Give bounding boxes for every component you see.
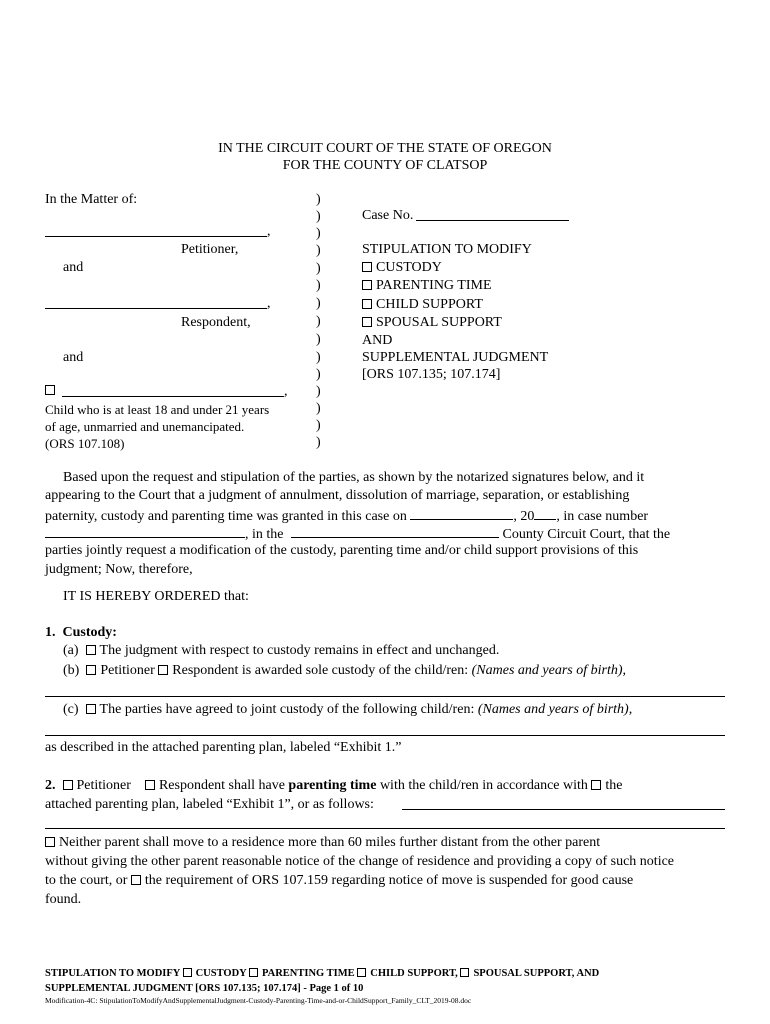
text: , in the	[245, 527, 284, 542]
paren: )	[316, 418, 321, 433]
item-text: with the child/ren in accordance with	[379, 778, 588, 793]
paren: )	[316, 332, 321, 347]
option-parenting-time[interactable]	[362, 278, 492, 294]
footer-text: CUSTODY	[195, 968, 247, 979]
paren: )	[316, 401, 321, 416]
custody-unchanged-checkbox[interactable]	[86, 645, 96, 655]
item-text: The judgment with respect to custody remains in effect and unchanged.	[99, 643, 500, 658]
joint-custody-checkbox[interactable]	[86, 704, 96, 714]
footer-text: STIPULATION TO MODIFY	[45, 968, 180, 979]
text: , 20	[513, 509, 535, 524]
petitioner-label: Petitioner,	[181, 242, 239, 257]
item-label: (a)	[63, 643, 79, 658]
section-2-line1	[45, 778, 623, 794]
text: , in case number	[556, 509, 649, 524]
move-suspended-checkbox[interactable]	[131, 875, 141, 885]
paren: )	[316, 435, 321, 450]
parenting-respondent-checkbox[interactable]	[145, 780, 155, 790]
paren: )	[316, 226, 321, 241]
footer-checkbox	[460, 968, 469, 977]
sole-custody-respondent-checkbox[interactable]	[158, 665, 168, 675]
paragraph-line: parties jointly request a modification of the custody, parenting time and/or child support provisions of this	[45, 543, 639, 558]
text: County Circuit Court, that the	[502, 527, 671, 542]
section-title: Custody:	[62, 625, 117, 640]
item-label: (b)	[63, 663, 80, 678]
footer-line2: SUPPLEMENTAL JUDGMENT [ORS 107.135; 107.174] - Page 1 of 10	[45, 983, 364, 994]
section-2-line2: attached parenting plan, labeled “Exhibit 1”, or as follows:	[45, 797, 374, 812]
item-label: (c)	[63, 702, 79, 717]
paren: )	[316, 192, 321, 207]
paren: )	[316, 243, 321, 258]
paragraph-line	[45, 507, 648, 525]
option-spousal-support[interactable]	[362, 315, 502, 331]
sole-custody-children-blank[interactable]	[45, 696, 725, 697]
option-label: CUSTODY	[376, 260, 442, 275]
footer-checkbox	[357, 968, 366, 977]
move-clause-line4: found.	[45, 892, 82, 907]
paren: )	[316, 384, 321, 399]
item-text: to the court, or	[45, 873, 128, 888]
paragraph-line: appearing to the Court that a judgment of annulment, dissolution of marriage, separation, or establishing	[45, 488, 630, 503]
item-text: Petitioner	[100, 663, 155, 678]
move-clause-line2: without giving the other parent reasonable notice of the change of residence and providing a copy of such notice	[45, 854, 675, 869]
section-number: 1.	[45, 625, 56, 640]
paragraph-line: Based upon the request and stipulation of the parties, as shown by the notarized signatures below, and it	[63, 470, 645, 485]
and-label: and	[63, 350, 84, 365]
parenting-time-details-blank[interactable]	[402, 809, 725, 810]
item-text: The parties have agreed to joint custody of the following child/ren:	[99, 702, 475, 717]
footer-text: PARENTING TIME	[261, 968, 355, 979]
footer-line1	[45, 967, 599, 980]
sole-custody-petitioner-checkbox[interactable]	[86, 665, 96, 675]
custody-option-a	[63, 643, 499, 659]
parenting-plan-checkbox[interactable]	[591, 780, 601, 790]
footer-text: CHILD SUPPORT,	[370, 968, 458, 979]
option-label: SPOUSAL SUPPORT	[376, 315, 502, 330]
comma: ,	[267, 296, 271, 311]
paren: )	[316, 278, 321, 293]
in-the-matter-label: In the Matter of:	[45, 192, 138, 207]
paren: )	[316, 367, 321, 382]
joint-custody-children-blank[interactable]	[45, 735, 725, 736]
move-clause-line1	[45, 835, 600, 851]
paragraph-line: judgment; Now, therefore,	[45, 562, 193, 577]
paren: )	[316, 261, 321, 276]
respondent-name-blank[interactable]	[45, 308, 267, 309]
paragraph-line	[45, 525, 670, 543]
document-title: STIPULATION TO MODIFY	[362, 242, 532, 257]
exhibit-reference: as described in the attached parenting plan, labeled “Exhibit 1.”	[45, 740, 402, 755]
footer-checkbox	[249, 968, 258, 977]
year-blank[interactable]	[534, 507, 556, 520]
text: paternity, custody and parenting time was granted in this case on	[45, 509, 407, 524]
move-restriction-checkbox[interactable]	[45, 837, 55, 847]
footer-text: SPOUSAL SUPPORT, AND	[473, 968, 600, 979]
item-text: the	[605, 778, 623, 793]
child-description-line1: Child who is at least 18 and under 21 years	[45, 402, 270, 417]
respondent-label: Respondent,	[181, 315, 251, 330]
footer-filename: Modification-4C: StipulationToModifyAndSupplementalJudgment-Custody-Parenting-Time-and-or-ChildSupport_Family_CLT_2019-08.doc	[45, 996, 472, 1005]
paren: )	[316, 209, 321, 224]
comma: ,	[267, 224, 271, 239]
case-number-blank[interactable]	[45, 525, 245, 538]
item-text: Respondent shall have	[158, 778, 285, 793]
child-support-checkbox[interactable]	[362, 299, 372, 309]
paren: )	[316, 350, 321, 365]
item-text-bold: parenting time	[288, 778, 377, 793]
item-hint: (Names and years of birth),	[477, 702, 633, 717]
section-1-heading	[45, 625, 117, 641]
footer-checkbox	[183, 968, 192, 977]
parenting-time-checkbox[interactable]	[362, 280, 372, 290]
judgment-date-blank[interactable]	[410, 507, 513, 520]
custody-option-b	[63, 663, 626, 679]
option-label: PARENTING TIME	[376, 278, 492, 293]
and-title: AND	[362, 333, 393, 348]
item-text: Petitioner	[76, 778, 131, 793]
item-text: Neither parent shall move to a residence more than 60 miles further distant from the other parent	[59, 835, 601, 850]
child-description-line2: of age, unmarried and unemancipated.	[45, 419, 245, 434]
ordered-heading: IT IS HEREBY ORDERED that:	[63, 589, 249, 604]
parenting-time-details-blank-2[interactable]	[45, 828, 725, 829]
paren: )	[316, 296, 321, 311]
option-label: CHILD SUPPORT	[376, 297, 483, 312]
move-clause-line3	[45, 873, 633, 889]
child-ors-ref: (ORS 107.108)	[45, 436, 125, 451]
county-blank[interactable]	[291, 525, 499, 538]
spousal-support-checkbox[interactable]	[362, 317, 372, 327]
and-label: and	[63, 260, 84, 275]
item-hint: (Names and years of birth),	[471, 663, 627, 678]
child-checkbox[interactable]	[45, 385, 55, 395]
option-custody[interactable]	[362, 260, 442, 276]
case-no-blank[interactable]	[416, 220, 569, 221]
paren: )	[316, 314, 321, 329]
parenting-petitioner-checkbox[interactable]	[63, 780, 73, 790]
option-child-support[interactable]	[362, 297, 483, 313]
petitioner-name-blank[interactable]	[45, 236, 267, 237]
comma: ,	[284, 384, 288, 399]
case-no-label: Case No.	[362, 208, 414, 223]
court-title: IN THE CIRCUIT COURT OF THE STATE OF OREGON	[218, 141, 552, 156]
child-name-blank[interactable]	[62, 396, 284, 397]
custody-checkbox[interactable]	[362, 262, 372, 272]
item-text: the requirement of ORS 107.159 regarding notice of move is suspended for good cause	[144, 873, 634, 888]
custody-option-c	[63, 702, 632, 718]
section-number: 2.	[45, 778, 56, 793]
supplemental-title: SUPPLEMENTAL JUDGMENT	[362, 350, 549, 365]
county-title: FOR THE COUNTY OF CLATSOP	[282, 158, 488, 173]
ors-citation: [ORS 107.135; 107.174]	[362, 367, 501, 382]
item-text: Respondent is awarded sole custody of the child/ren:	[172, 663, 469, 678]
